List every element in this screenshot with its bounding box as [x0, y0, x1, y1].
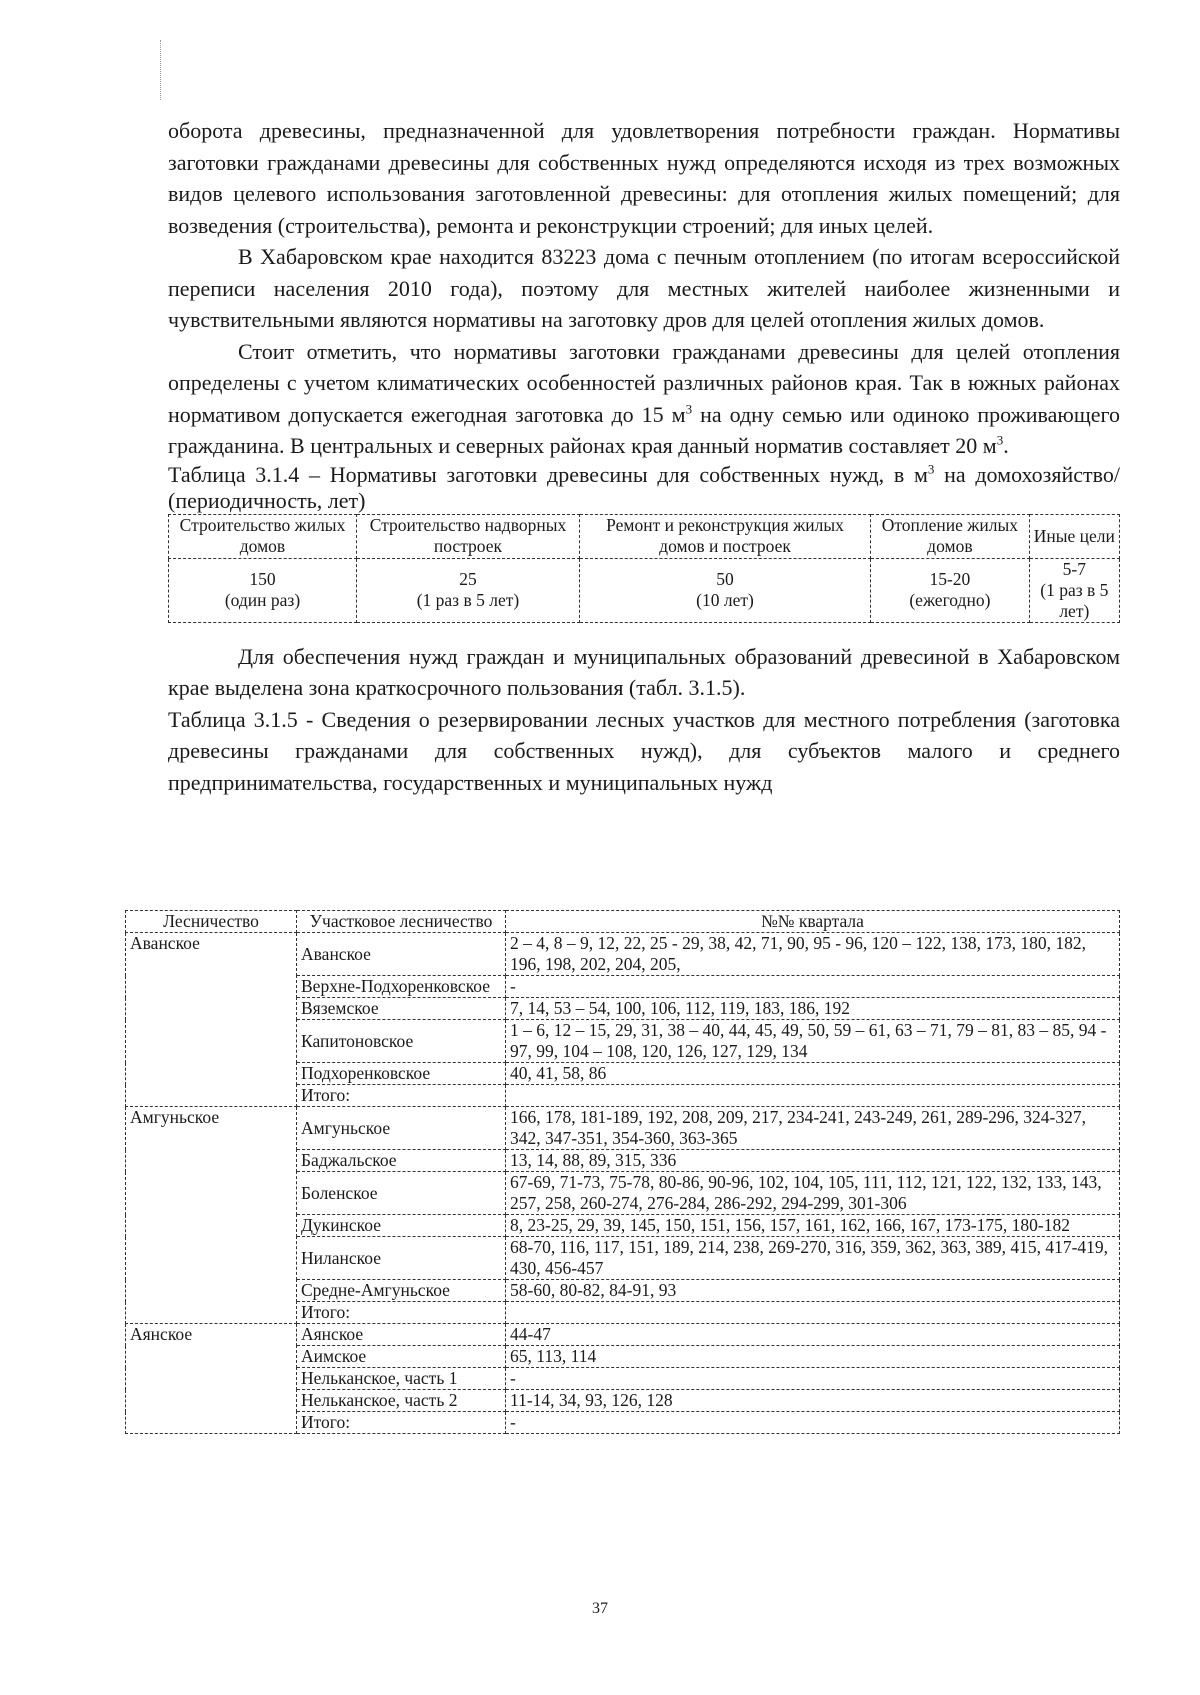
- header-cell: Участковое лесничество: [297, 911, 506, 933]
- district-cell: Итого:: [297, 1302, 506, 1324]
- district-cell: Итого:: [297, 1085, 506, 1107]
- district-cell: Аянское: [297, 1324, 506, 1346]
- district-cell: Итого:: [297, 1412, 506, 1434]
- table-3-1-5: [125, 910, 1120, 1434]
- paragraph-4: Для обеспечения нужд граждан и муниципальных образований древесиной в Хабаровском крае выделена зона краткосрочного пользования (табл. 3.1.5).: [168, 643, 1120, 700]
- table-cell: 150 (один раз): [169, 558, 357, 622]
- header-cell: №№ квартала: [506, 911, 1120, 933]
- district-cell: Нельканское, часть 2: [297, 1390, 506, 1412]
- table-cell: 25 (1 раз в 5 лет): [356, 558, 579, 622]
- paragraph-1: оборота древесины, предназначенной для удовлетворения потребности граждан. Нормативы заготовки гражданами древесины для собственных нужд определяются исходя из трех возможных видов целевого использования заготовленной древесины: для отопления жилых помещений; для возведения (строительства), ремонта и реконструкции строений; для иных целей.: [168, 118, 1120, 238]
- district-cell: Подхоренковское: [297, 1063, 506, 1085]
- header-cell: Отопление жилых домов: [871, 514, 1030, 558]
- quarters-cell: [506, 1302, 1120, 1324]
- quarters-cell: 11-14, 34, 93, 126, 128: [506, 1390, 1120, 1412]
- quarters-cell: -: [506, 1368, 1120, 1390]
- header-cell: Строительство жилых домов: [169, 514, 357, 558]
- quarters-cell: -: [506, 1412, 1120, 1434]
- paragraph-3: Стоит отметить, что нормативы заготовки гражданами древесины для целей отопления определены с учетом климатических особенностей различных районов края. Так в южных районах нормативом допускается ежегодная заготовка до 15 $м^3$ на одну семью или одиноко проживающего гражданина. В центральных и северных районах края данный норматив составляет 20 $м^3$.: [168, 338, 1120, 458]
- table-row: [126, 1107, 1120, 1150]
- forestry-cell: Амгуньское: [126, 1107, 297, 1324]
- header-cell: Строительство надворных построек: [356, 514, 579, 558]
- quarters-cell: 58-60, 80-82, 84-91, 93: [506, 1280, 1120, 1302]
- table-3-1-4-caption: Таблица 3.1.4 – Нормативы заготовки древесины для собственных нужд, в $м^3$ на домохозяйство/ (периодичность, лет): [168, 461, 1120, 513]
- table-cell: 15-20 (ежегодно): [871, 558, 1030, 622]
- district-cell: Верхне-Подхоренковское: [297, 976, 506, 998]
- district-cell: Баджальское: [297, 1150, 506, 1172]
- table-cell: 5-7 (1 раз в 5 лет): [1029, 558, 1119, 622]
- quarters-cell: 67-69, 71-73, 75-78, 80-86, 90-96, 102, 104, 105, 111, 112, 121, 122, 132, 133, 143, 257, 258, 260-274, 276-284, 286-292, 294-299, 301-306: [506, 1172, 1120, 1215]
- quarters-cell: 7, 14, 53 – 54, 100, 106, 112, 119, 183, 186, 192: [506, 998, 1120, 1020]
- quarters-cell: 8, 23-25, 29, 39, 145, 150, 151, 156, 157, 161, 162, 166, 167, 173-175, 180-182: [506, 1215, 1120, 1237]
- district-cell: Средне-Амгуньское: [297, 1280, 506, 1302]
- quarters-cell: 13, 14, 88, 89, 315, 336: [506, 1150, 1120, 1172]
- header-cell: Лесничество: [126, 911, 297, 933]
- district-cell: Капитоновское: [297, 1020, 506, 1063]
- district-cell: Ниланское: [297, 1237, 506, 1280]
- table-header-row: [169, 514, 1120, 558]
- quarters-cell: 2 – 4, 8 – 9, 12, 22, 25 - 29, 38, 42, 71, 90, 95 - 96, 120 – 122, 138, 173, 180, 182, 196, 198, 202, 204, 205,: [506, 933, 1120, 976]
- table-3-1-4: [168, 514, 1120, 623]
- quarters-cell: 1 – 6, 12 – 15, 29, 31, 38 – 40, 44, 45, 49, 50, 59 – 61, 63 – 71, 79 – 81, 83 – 85, 94 - 97, 99, 104 – 108, 120, 126, 127, 129, 134: [506, 1020, 1120, 1063]
- quarters-cell: 40, 41, 58, 86: [506, 1063, 1120, 1085]
- table-header-row: [126, 911, 1120, 933]
- header-cell: Ремонт и реконструкция жилых домов и построек: [579, 514, 870, 558]
- table-row: [126, 933, 1120, 976]
- header-cell: Иные цели: [1029, 514, 1119, 558]
- quarters-cell: [506, 1085, 1120, 1107]
- district-cell: Аимское: [297, 1346, 506, 1368]
- table-row: [126, 1324, 1120, 1346]
- quarters-cell: -: [506, 976, 1120, 998]
- page-body: [168, 115, 1120, 798]
- table-cell: 50 (10 лет): [579, 558, 870, 622]
- district-cell: Боленское: [297, 1172, 506, 1215]
- quarters-cell: 44-47: [506, 1324, 1120, 1346]
- district-cell: Вяземское: [297, 998, 506, 1020]
- quarters-cell: 65, 113, 114: [506, 1346, 1120, 1368]
- page-number: 37: [592, 1600, 608, 1617]
- table-3-1-5-caption: Таблица 3.1.5 - Сведения о резервировании лесных участков для местного потребления (заготовка древесины гражданами для собственных нужд), для субъектов малого и среднего предпринимательства, государственных и муниципальных нужд: [168, 706, 1120, 795]
- scan-artifact: [160, 40, 167, 100]
- forestry-cell: Аванское: [126, 933, 297, 1107]
- district-cell: Аванское: [297, 933, 506, 976]
- quarters-cell: 166, 178, 181-189, 192, 208, 209, 217, 234-241, 243-249, 261, 289-296, 324-327, 342, 347-351, 354-360, 363-365: [506, 1107, 1120, 1150]
- district-cell: Дукинское: [297, 1215, 506, 1237]
- paragraph-2: В Хабаровском крае находится 83223 дома с печным отоплением (по итогам всероссийской переписи населения 2010 года), поэтому для местных жителей наиболее жизненными и чувствительными являются нормативы на заготовку дров для целей отопления жилых домов.: [168, 244, 1120, 332]
- district-cell: Амгуньское: [297, 1107, 506, 1150]
- forestry-cell: Аянское: [126, 1324, 297, 1434]
- quarters-cell: 68-70, 116, 117, 151, 189, 214, 238, 269-270, 316, 359, 362, 363, 389, 415, 417-419, 430, 456-457: [506, 1237, 1120, 1280]
- table-row: [169, 558, 1120, 622]
- district-cell: Нельканское, часть 1: [297, 1368, 506, 1390]
